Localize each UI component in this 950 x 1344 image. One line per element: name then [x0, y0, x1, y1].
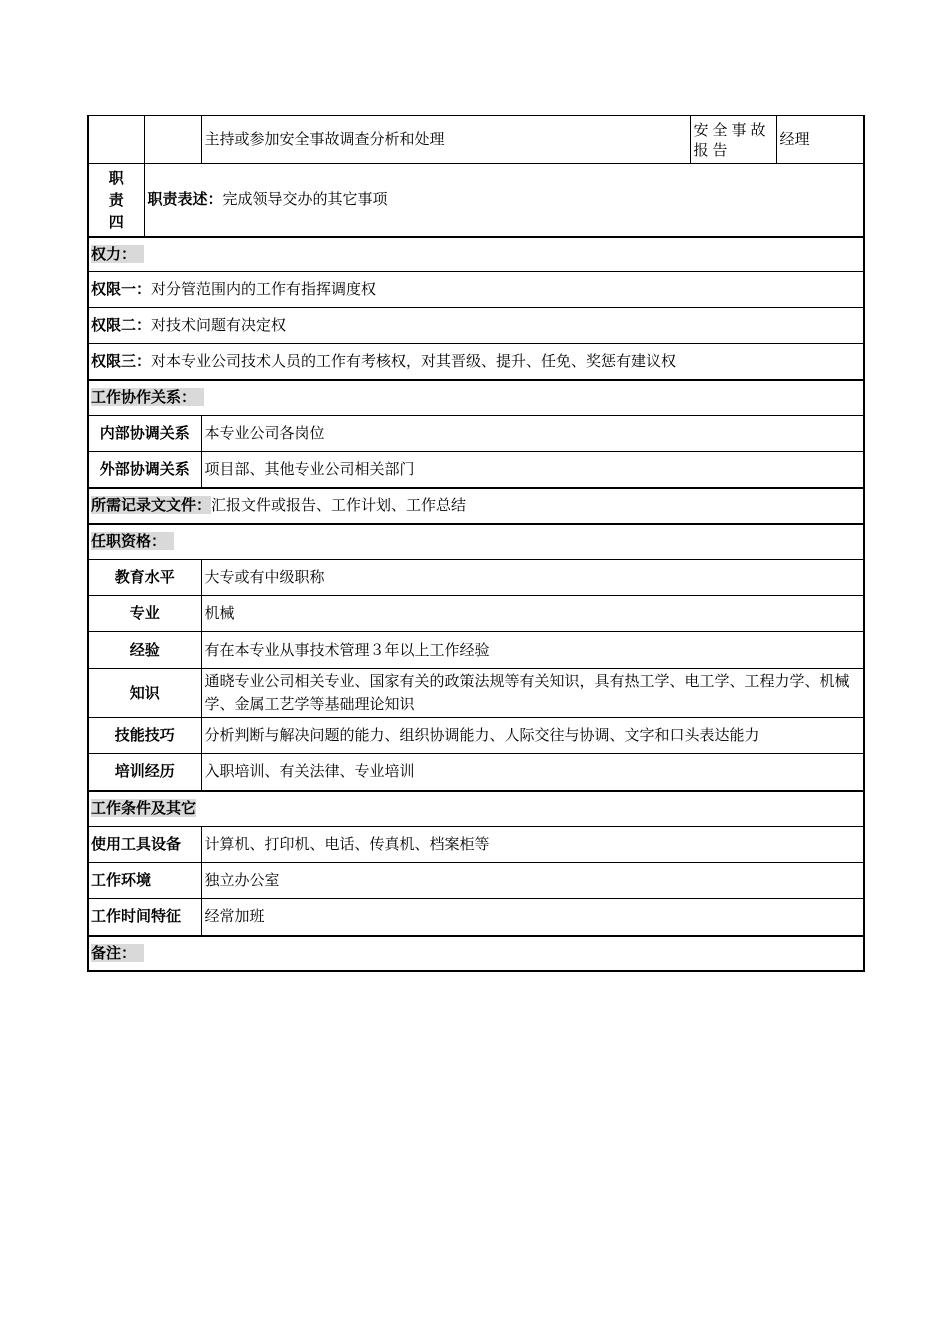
conditions-label: 使用工具设备 — [88, 827, 201, 863]
conditions-title-row — [88, 791, 864, 827]
qualification-title-cell — [88, 524, 864, 560]
qualification-title: 任职资格： — [91, 532, 174, 550]
qualification-row — [88, 560, 864, 596]
qualification-title-row — [88, 524, 864, 560]
cooperation-title-cell — [88, 380, 864, 416]
qualification-row — [88, 754, 864, 791]
records-label: 所需记录文文件： — [91, 496, 212, 514]
duty4-label-char: 四 — [108, 212, 124, 231]
conditions-text: 独立办公室 — [201, 863, 864, 899]
duty3-authority: 经理 — [776, 116, 864, 164]
duty4-label — [88, 164, 144, 237]
power-item-text: 对本专业公司技术人员的工作有考核权，对其晋级、提升、任免、奖惩有建议权 — [151, 351, 677, 370]
power-title: 权力： — [91, 245, 144, 263]
conditions-row — [88, 827, 864, 863]
duty4-desc: 完成领导交办的其它事项 — [222, 190, 388, 209]
external-coordination-text: 项目部、其他专业公司相关部门 — [201, 452, 864, 488]
conditions-label: 工作时间特征 — [88, 899, 201, 936]
duty3-text: 主持或参加安全事故调查分析和处理 — [201, 116, 690, 164]
qualification-label: 技能技巧 — [88, 718, 201, 754]
records-cell — [88, 488, 864, 524]
duty3-empty-cell — [144, 116, 201, 164]
duty4-desc-cell — [144, 164, 864, 237]
records-row — [88, 488, 864, 524]
qualification-text: 入职培训、有关法律、专业培训 — [201, 754, 864, 791]
power-item-cell — [88, 308, 864, 344]
duty3-row — [88, 116, 864, 164]
qualification-row — [88, 669, 864, 718]
qualification-text: 大专或有中级职称 — [201, 560, 864, 596]
qualification-text: 有在本专业从事技术管理３年以上工作经验 — [201, 632, 864, 669]
remarks-row — [88, 936, 864, 971]
duty3-output: 安全事故报告 — [690, 116, 776, 164]
qualification-label: 培训经历 — [88, 754, 201, 791]
power-title-row — [88, 237, 864, 272]
records-text: 汇报文件或报告、工作计划、工作总结 — [211, 496, 467, 514]
power-item-row — [88, 308, 864, 344]
power-item-cell — [88, 272, 864, 308]
conditions-title-cell — [88, 791, 864, 827]
power-item-row — [88, 344, 864, 380]
internal-coordination-text: 本专业公司各岗位 — [201, 416, 864, 452]
power-item-row — [88, 272, 864, 308]
qualification-row — [88, 718, 864, 754]
power-item-cell — [88, 344, 864, 380]
job-description-document — [87, 115, 863, 972]
qualification-row — [88, 632, 864, 669]
power-item-label: 权限三： — [91, 351, 152, 370]
qualification-text: 分析判断与解决问题的能力、组织协调能力、人际交往与协调、文字和口头表达能力 — [201, 718, 864, 754]
conditions-label: 工作环境 — [88, 863, 201, 899]
duty4-label-char: 责 — [108, 190, 124, 209]
duty4-label-char: 职 — [108, 168, 124, 187]
conditions-text: 经常加班 — [201, 899, 864, 936]
qualification-label: 经验 — [88, 632, 201, 669]
internal-coordination-row — [88, 416, 864, 452]
qualification-text: 机械 — [201, 596, 864, 632]
external-coordination-label: 外部协调关系 — [88, 452, 201, 488]
power-item-text: 对分管范围内的工作有指挥调度权 — [151, 280, 377, 298]
remarks-title: 备注： — [91, 944, 144, 962]
power-item-text: 对技术问题有决定权 — [151, 316, 287, 334]
conditions-row — [88, 863, 864, 899]
power-title-cell — [88, 237, 864, 272]
qualification-text: 通晓专业公司相关专业、国家有关的政策法规等有关知识，具有热工学、电工学、工程力学、机械学、金属工艺学等基础理论知识 — [201, 669, 864, 718]
qualification-label: 知识 — [88, 669, 201, 718]
conditions-title: 工作条件及其它 — [91, 799, 197, 818]
internal-coordination-label: 内部协调关系 — [88, 416, 201, 452]
remarks-cell — [88, 936, 864, 971]
job-description-table — [87, 115, 865, 972]
qualification-label: 专业 — [88, 596, 201, 632]
qualification-label: 教育水平 — [88, 560, 201, 596]
power-item-label: 权限二： — [91, 316, 152, 334]
external-coordination-row — [88, 452, 864, 488]
duty4-desc-label: 职责表述： — [147, 190, 223, 209]
cooperation-title: 工作协作关系： — [91, 388, 204, 406]
conditions-text: 计算机、打印机、电话、传真机、档案柜等 — [201, 827, 864, 863]
qualification-row — [88, 596, 864, 632]
cooperation-title-row — [88, 380, 864, 416]
conditions-row — [88, 899, 864, 936]
duty3-empty-cell — [88, 116, 144, 164]
power-item-label: 权限一： — [91, 280, 152, 298]
duty4-row — [88, 164, 864, 237]
